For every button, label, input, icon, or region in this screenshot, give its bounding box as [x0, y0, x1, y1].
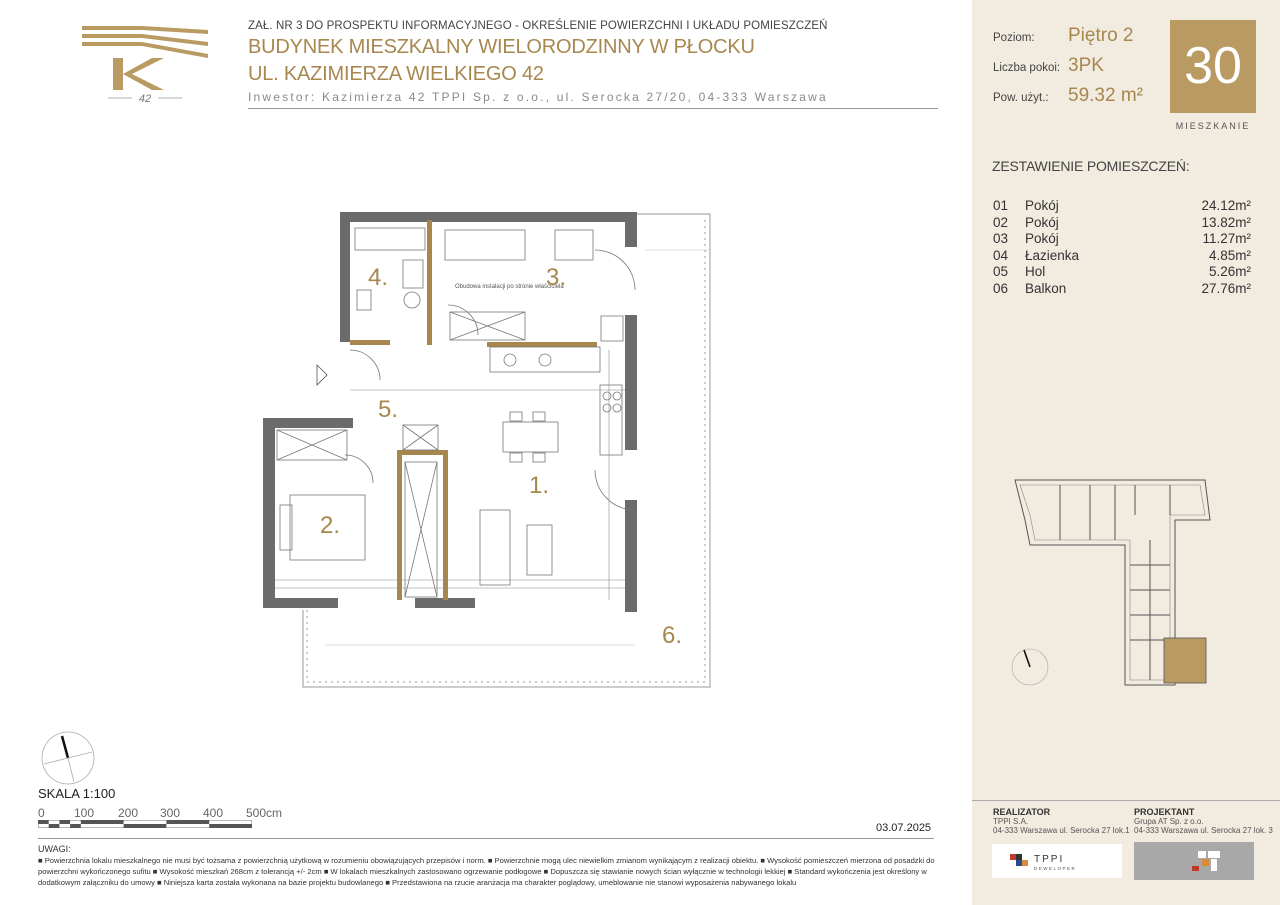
rooms-count-value: 3PK	[1068, 55, 1104, 76]
room-no: 03	[993, 231, 1009, 246]
room-label-6: 6.	[662, 622, 683, 649]
level-label: Poziom:	[993, 32, 1035, 44]
room-no: 04	[993, 247, 1009, 263]
tppi-logo	[992, 844, 1122, 878]
room-area: 27.76m²	[1201, 280, 1251, 296]
address-title: UL. KAZIMIERZA WIELKIEGO 42	[248, 63, 544, 85]
realizator-name: TPPI S.A.	[993, 817, 1029, 826]
plan-note-text: Obudowa instalacji po stronie właściciela	[455, 284, 564, 290]
room-list-title: ZESTAWIENIE POMIESZCZEŃ:	[992, 158, 1190, 174]
scale-tick-300: 300	[160, 806, 181, 820]
tppi-logo-text: TPPI	[1034, 854, 1065, 865]
room-list-item	[993, 198, 1251, 215]
room-label-4: 4.	[368, 264, 389, 291]
room-name: Balkon	[1025, 280, 1067, 296]
document-date: 03.07.2025	[876, 822, 932, 834]
realizator-address: 04-333 Warszawa ul. Serocka 27 lok.1	[993, 826, 1130, 835]
room-label-3: 3.	[546, 264, 567, 291]
building-title: BUDYNEK MIESZKALNY WIELORODZINNY W PŁOCKU	[248, 36, 755, 58]
scale-tick-100: 100	[74, 806, 95, 820]
room-label-2: 2.	[320, 512, 341, 539]
room-area: 24.12m²	[1201, 198, 1251, 213]
notes-text: ■ Powierzchnia lokalu mieszkalnego nie musi być tożsama z powierzchnią użytkową w rozumieniu obowiązujących przepisów i norm. ■ Powierzchnie mogą ulec niewielkim zmianom wynikającym z realizacji obiektu. ■ Wysokość pomieszczeń mierzona od posadzki do powierzchni wykończonego sufitu ■ Wysokość mieszkań 268cm z tolerancją +/- 2cm ■ W lokalach mieszkalnych zastosowano ogrzewanie podłogowe ■ Dopuszcza się stawianie nowych ścian wyłącznie w technologii lekkiej ■ Standard wykończenia jest określony w dodatkowym załączniku do umowy ■ Niniejsza karta została wykonana na bazie projektu budowlanego ■ Przedstawiona na rzucie aranżacja ma charakter poglądowy, umeblowanie nie stanowi wyposażenia nabywanego lokalu	[38, 856, 935, 887]
room-no: 01	[993, 198, 1009, 213]
room-area: 13.82m²	[1201, 214, 1251, 230]
scale-tick-400: 400	[203, 806, 224, 820]
annex-title: ZAŁ. NR 3 DO PROSPEKTU INFORMACYJNEGO - OKREŚLENIE POWIERZCHNI I UKŁADU POMIESZCZEŃ	[248, 20, 828, 32]
room-name: Pokój	[1025, 214, 1059, 230]
scale-tick-0: 0	[38, 806, 45, 820]
logo-number: 42	[138, 93, 152, 105]
room-list-item	[993, 215, 1251, 232]
building-key-plan	[1010, 475, 1225, 690]
apartment-number-label: MIESZKANIE	[1175, 121, 1251, 131]
north-arrow-icon	[40, 730, 96, 786]
room-list	[993, 198, 1251, 297]
room-no: 02	[993, 214, 1009, 230]
scale-tick-200: 200	[118, 806, 139, 820]
area-label: Pow. użyt.:	[993, 92, 1049, 104]
apartment-number: 30	[1170, 20, 1256, 113]
rooms-count-label: Liczba pokoi:	[993, 62, 1061, 74]
room-area: 11.27m²	[1202, 231, 1251, 246]
header-divider	[248, 108, 938, 109]
projektant-name: Grupa AT Sp. z o.o.	[1134, 817, 1204, 826]
realizator-info	[993, 808, 1130, 835]
room-list-item	[993, 231, 1251, 248]
scale-bar	[38, 820, 252, 828]
investor-line: Inwestor: Kazimierza 42 TPPI Sp. z o.o., ul. Serocka 27/20, 04-333 Warszawa	[248, 90, 828, 104]
k42-logo	[80, 18, 210, 108]
floor-plan	[255, 200, 725, 700]
notes-title: UWAGI:	[38, 844, 71, 854]
projektant-title: PROJEKTANT	[1134, 807, 1195, 817]
projektant-info	[1134, 808, 1273, 835]
room-list-item	[993, 248, 1251, 265]
scale-title: SKALA 1:100	[38, 786, 116, 801]
area-value: 59.32 m²	[1068, 85, 1143, 106]
realizator-title: REALIZATOR	[993, 807, 1051, 817]
room-no: 05	[993, 264, 1009, 279]
room-area: 4.85m²	[1208, 247, 1251, 263]
room-name: Pokój	[1025, 231, 1059, 246]
room-label-1: 1.	[529, 472, 550, 499]
tppi-logo-sub: DEWELOPER	[1034, 866, 1077, 871]
room-name: Łazienka	[1025, 247, 1080, 263]
room-name: Pokój	[1025, 198, 1059, 213]
room-area: 5.26m²	[1208, 264, 1251, 279]
room-list-item	[993, 264, 1251, 281]
footer-divider	[972, 800, 1280, 801]
projektant-address: 04-333 Warszawa ul. Serocka 27 lok. 3	[1134, 826, 1273, 835]
room-name: Hol	[1025, 264, 1046, 279]
notes-divider	[38, 838, 934, 839]
room-no: 06	[993, 280, 1009, 296]
room-label-5: 5.	[378, 396, 399, 423]
level-value: Piętro 2	[1068, 25, 1134, 46]
grupa-at-logo	[1134, 842, 1254, 880]
info-panel	[972, 0, 1280, 905]
scale-tick-500: 500cm	[246, 806, 283, 820]
room-list-item	[993, 281, 1251, 298]
